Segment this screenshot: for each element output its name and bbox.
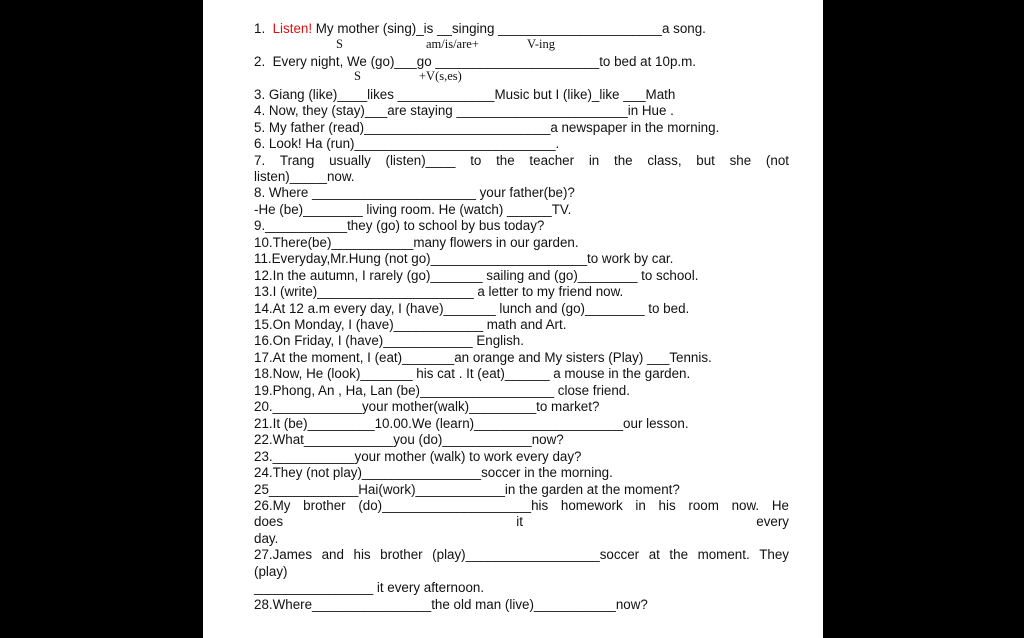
note-am-is-are: am/is/are+ xyxy=(426,37,479,51)
line-7-word: teacher xyxy=(529,153,575,168)
line-7-word: to xyxy=(470,153,482,168)
line-27-word: (play)__________________soccer xyxy=(432,547,640,562)
exercise-line-1 xyxy=(254,21,706,37)
line-26-word: 26.My xyxy=(254,498,291,513)
line-27-word: 27.James xyxy=(254,547,313,562)
listen-keyword: Listen! xyxy=(272,21,313,36)
line-7-word: usually xyxy=(329,153,371,168)
line-26-cont-word: it xyxy=(516,514,523,529)
line-26-word: brother xyxy=(303,498,346,513)
line-26-cont-word: every xyxy=(756,514,789,529)
exercise-line-16: 16.On Friday, I (have)____________ English. xyxy=(254,333,524,348)
note-subject-1: S xyxy=(336,37,343,51)
exercise-line-27-end: ________________ it every afternoon. xyxy=(254,580,485,595)
line-7-word: but xyxy=(696,153,715,168)
exercise-line-2: 2. Every night, We (go)___go ______________________to bed at 10p.m. xyxy=(254,54,696,69)
note-subject-2: S xyxy=(354,69,361,83)
line-26-word: his xyxy=(658,498,676,513)
exercise-line-5: 5. My father (read)_________________________a newspaper in the morning. xyxy=(254,120,720,135)
line-26-word: now. xyxy=(731,498,760,513)
exercise-line-8-reply: -He (be)________ living room. He (watch) ______TV. xyxy=(254,202,572,217)
line-7-word: 7. xyxy=(254,153,266,168)
note-v-s-es: +V(s,es) xyxy=(419,69,462,83)
exercise-line-3: 3. Giang (like)____likes _____________Music but I (like)_like ___Math xyxy=(254,87,676,102)
exercise-line-23: 23.___________your mother (walk) to work every day? xyxy=(254,449,582,464)
exercise-line-26-end: day. xyxy=(254,531,279,546)
line-7-word: class, xyxy=(647,153,682,168)
exercise-line-21: 21.It (be)_________10.00.We (learn)____________________our lesson. xyxy=(254,416,689,431)
exercise-line-27 xyxy=(254,547,789,563)
line-27-word: and xyxy=(321,547,344,562)
line-27-word: the xyxy=(669,547,689,562)
line-1-number: 1. xyxy=(254,21,273,36)
line-7-word: Trang xyxy=(279,153,315,168)
exercise-line-26-cont xyxy=(254,514,789,530)
exercise-line-9: 9.___________they (go) to school by bus today? xyxy=(254,218,545,233)
exercise-line-6: 6. Look! Ha (run)___________________________. xyxy=(254,136,560,151)
exercise-line-10: 10.There(be)___________many flowers in our garden. xyxy=(254,235,579,250)
exercise-line-7 xyxy=(254,153,789,169)
line-26-word: in xyxy=(635,498,646,513)
exercise-line-12: 12.In the autumn, I rarely (go)_______ sailing and (go)________ to school. xyxy=(254,268,699,283)
line-27-word: moment. xyxy=(697,547,750,562)
line-7-word: the xyxy=(496,153,515,168)
exercise-line-4: 4. Now, they (stay)___are staying _______________________in Hue . xyxy=(254,103,674,118)
line-26-word: room xyxy=(688,498,719,513)
exercise-line-8: 8. Where ______________________ your father(be)? xyxy=(254,185,575,200)
line-7-word: (not xyxy=(765,153,789,168)
exercise-line-27-cont: (play) xyxy=(254,564,288,579)
line-27-word: at xyxy=(648,547,660,562)
exercise-line-13: 13.I (write)_____________________ a letter to my friend now. xyxy=(254,284,624,299)
exercise-line-19: 19.Phong, An , Ha, Lan (be)__________________ close friend. xyxy=(254,383,630,398)
line-1-text: My mother (sing)_is __singing ______________________a song. xyxy=(312,21,706,36)
note-v-ing: V-ing xyxy=(527,37,556,51)
exercise-line-11: 11.Everyday,Mr.Hung (not go)_____________________to work by car. xyxy=(254,251,674,266)
line-26-word: He xyxy=(771,498,789,513)
line-27-word: his xyxy=(353,547,371,562)
line-26-word: homework xyxy=(560,498,623,513)
exercise-line-7-cont: listen)_____now. xyxy=(254,169,355,184)
exercise-line-26 xyxy=(254,498,789,514)
exercise-line-22: 22.What____________you (do)____________now? xyxy=(254,432,564,447)
line-26-cont-word: does xyxy=(254,514,284,529)
line-7-word: she xyxy=(729,153,752,168)
exercise-line-17: 17.At the moment, I (eat)_______an orange and My sisters (Play) ___Tennis. xyxy=(254,350,712,365)
exercise-line-15: 15.On Monday, I (have)____________ math and Art. xyxy=(254,317,567,332)
line-7-word: in xyxy=(588,153,600,168)
line-7-word: the xyxy=(613,153,633,168)
exercise-line-18: 18.Now, He (look)_______ his cat . It (eat)______ a mouse in the garden. xyxy=(254,366,691,381)
line-26-word: (do)____________________his xyxy=(358,498,549,513)
line-7-word: (listen)____ xyxy=(385,153,456,168)
exercise-line-20: 20.____________your mother(walk)_________to market? xyxy=(254,399,600,414)
line-27-word: They xyxy=(759,547,789,562)
exercise-line-25: 25____________Hai(work)____________in the garden at the moment? xyxy=(254,482,680,497)
exercise-line-14: 14.At 12 a.m every day, I (have)_______ lunch and (go)________ to bed. xyxy=(254,301,690,316)
exercise-line-28: 28.Where________________the old man (live)___________now? xyxy=(254,597,648,612)
line-27-word: brother xyxy=(380,547,423,562)
exercise-line-24: 24.They (not play)________________soccer in the morning. xyxy=(254,465,613,480)
